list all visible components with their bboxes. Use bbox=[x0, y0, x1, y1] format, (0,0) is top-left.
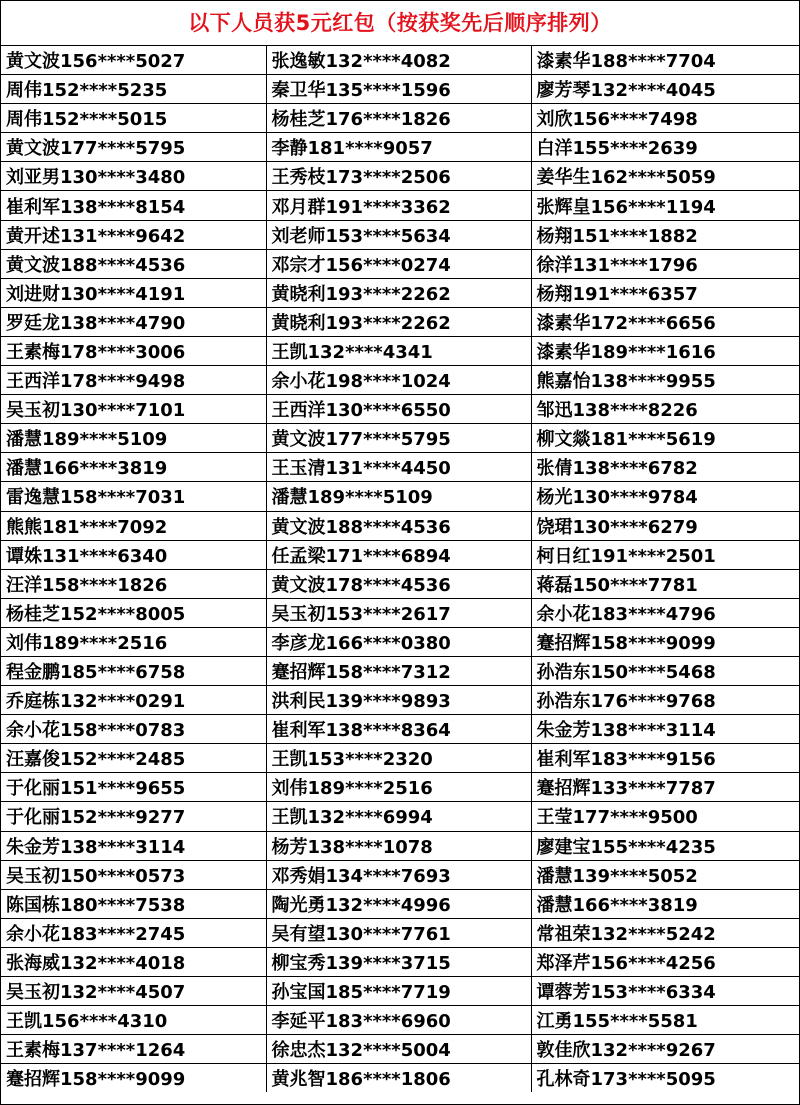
winner-cell: 杨桂芝176****1826 bbox=[266, 104, 531, 133]
table-row bbox=[1, 366, 799, 395]
winner-cell: 崔利军138****8364 bbox=[266, 715, 531, 744]
winner-cell: 邹迅138****8226 bbox=[531, 395, 799, 424]
winner-cell: 孙宝国185****7719 bbox=[266, 977, 531, 1006]
winner-cell: 徐洋131****1796 bbox=[531, 249, 799, 278]
winner-cell: 蹇招辉158****9099 bbox=[531, 627, 799, 656]
winner-cell: 刘进财130****4191 bbox=[1, 278, 266, 307]
table-row bbox=[1, 220, 799, 249]
winner-cell: 王西洋178****9498 bbox=[1, 366, 266, 395]
winner-cell: 蒋磊150****7781 bbox=[531, 569, 799, 598]
winner-cell: 黄文波156****5027 bbox=[1, 46, 266, 75]
table-row bbox=[1, 860, 799, 889]
winner-cell: 潘慧189****5109 bbox=[1, 424, 266, 453]
winner-cell: 漆素华189****1616 bbox=[531, 336, 799, 365]
winner-cell: 朱金芳138****3114 bbox=[531, 715, 799, 744]
winner-cell: 吴玉初132****4507 bbox=[1, 977, 266, 1006]
winner-cell: 黄文波188****4536 bbox=[1, 249, 266, 278]
winner-cell: 王素梅178****3006 bbox=[1, 336, 266, 365]
winner-cell: 王秀枝173****2506 bbox=[266, 162, 531, 191]
table-row bbox=[1, 75, 799, 104]
winner-cell: 孔林奇173****5095 bbox=[536, 1069, 716, 1091]
winner-cell: 常祖荣132****5242 bbox=[531, 918, 799, 947]
winner-cell: 吴玉初150****0573 bbox=[1, 860, 266, 889]
winner-cell: 杨翔191****6357 bbox=[531, 278, 799, 307]
winner-cell: 熊嘉怡138****9955 bbox=[531, 366, 799, 395]
winner-cell: 漆素华172****6656 bbox=[531, 307, 799, 336]
winner-cell: 李彦龙166****0380 bbox=[266, 627, 531, 656]
table-row bbox=[1, 744, 799, 773]
winner-cell: 余小花183****4796 bbox=[531, 598, 799, 627]
winner-cell: 王西洋130****6550 bbox=[266, 395, 531, 424]
table-row bbox=[1, 569, 799, 598]
winner-cell: 黄晓利193****2262 bbox=[266, 307, 531, 336]
winner-cell: 漆素华188****7704 bbox=[531, 46, 799, 75]
winner-cell: 余小花158****0783 bbox=[1, 715, 266, 744]
winner-cell: 王凯153****2320 bbox=[266, 744, 531, 773]
winner-cell: 洪利民139****9893 bbox=[266, 686, 531, 715]
winner-cell: 雷逸慧158****7031 bbox=[1, 482, 266, 511]
table-row bbox=[1, 686, 799, 715]
winner-cell: 任孟梁171****6894 bbox=[266, 540, 531, 569]
winner-cell: 罗廷龙138****4790 bbox=[1, 307, 266, 336]
winner-cell: 孙浩东176****9768 bbox=[531, 686, 799, 715]
table-row bbox=[1, 627, 799, 656]
table-row bbox=[1, 1064, 799, 1093]
winner-cell: 柯日红191****2501 bbox=[531, 540, 799, 569]
winner-cell: 刘老师153****5634 bbox=[266, 220, 531, 249]
table-row bbox=[1, 453, 799, 482]
winner-cell: 蹇招辉158****7312 bbox=[266, 656, 531, 685]
winner-cell: 吴玉初153****2617 bbox=[266, 598, 531, 627]
winner-cell: 柳文燚181****5619 bbox=[531, 424, 799, 453]
winner-cell: 陈国栋180****7538 bbox=[1, 889, 266, 918]
winner-cell: 杨翔151****1882 bbox=[531, 220, 799, 249]
winner-cell: 白洋155****2639 bbox=[531, 133, 799, 162]
winner-cell: 王莹177****9500 bbox=[531, 802, 799, 831]
table-row bbox=[1, 598, 799, 627]
winner-cell: 张海威132****4018 bbox=[1, 947, 266, 976]
winner-cell: 张逸敏132****4082 bbox=[266, 46, 531, 75]
winner-cell: 潘慧139****5052 bbox=[531, 860, 799, 889]
winner-cell: 余小花198****1024 bbox=[266, 366, 531, 395]
table-row bbox=[1, 831, 799, 860]
winner-cell: 谭姝131****6340 bbox=[1, 540, 266, 569]
table-row bbox=[1, 715, 799, 744]
winner-cell: 邓秀娟134****7693 bbox=[266, 860, 531, 889]
winner-cell: 黄文波188****4536 bbox=[266, 511, 531, 540]
winner-cell: 黄文波177****5795 bbox=[266, 424, 531, 453]
winner-cell: 张倩138****6782 bbox=[531, 453, 799, 482]
winner-cell: 陶光勇132****4996 bbox=[266, 889, 531, 918]
winner-cell: 杨桂芝152****8005 bbox=[1, 598, 266, 627]
table-row bbox=[1, 511, 799, 540]
winner-cell: 刘伟189****2516 bbox=[1, 627, 266, 656]
winner-cell: 周伟152****5015 bbox=[1, 104, 266, 133]
winner-cell: 柳宝秀139****3715 bbox=[266, 947, 531, 976]
winner-cell: 黄开述131****9642 bbox=[1, 220, 266, 249]
table-row bbox=[1, 395, 799, 424]
table-row bbox=[1, 46, 799, 75]
winner-cell: 黄文波177****5795 bbox=[1, 133, 266, 162]
winner-cell: 黄文波178****4536 bbox=[266, 569, 531, 598]
winner-cell: 黄兆智186****1806 bbox=[266, 1064, 531, 1093]
winner-cell: 于化丽152****9277 bbox=[1, 802, 266, 831]
table-row bbox=[1, 918, 799, 947]
table-row bbox=[1, 1006, 799, 1035]
winner-cell: 朱金芳138****3114 bbox=[1, 831, 266, 860]
table-row bbox=[1, 424, 799, 453]
winner-cell: 潘慧189****5109 bbox=[266, 482, 531, 511]
winner-cell: 敦佳欣132****9267 bbox=[531, 1035, 799, 1064]
winner-cell: 邓月群191****3362 bbox=[266, 191, 531, 220]
winner-cell: 崔利军138****8154 bbox=[1, 191, 266, 220]
winner-cell: 郑泽芹156****4256 bbox=[531, 947, 799, 976]
winner-cell: 潘慧166****3819 bbox=[1, 453, 266, 482]
winner-cell: 余小花183****2745 bbox=[1, 918, 266, 947]
table-row bbox=[1, 540, 799, 569]
winner-cell: 李延平183****6960 bbox=[266, 1006, 531, 1035]
table-row bbox=[1, 104, 799, 133]
table-row bbox=[1, 656, 799, 685]
table-row bbox=[1, 482, 799, 511]
winner-cell: 熊熊181****7092 bbox=[1, 511, 266, 540]
winner-cell: 周伟152****5235 bbox=[1, 75, 266, 104]
winner-cell: 孙浩东150****5468 bbox=[531, 656, 799, 685]
winner-cell: 乔庭栋132****0291 bbox=[1, 686, 266, 715]
winner-cell: 王玉清131****4450 bbox=[266, 453, 531, 482]
winner-cell: 潘慧166****3819 bbox=[531, 889, 799, 918]
table-row bbox=[1, 162, 799, 191]
winner-cell: 邓宗才156****0274 bbox=[266, 249, 531, 278]
table-row bbox=[1, 947, 799, 976]
table-row bbox=[1, 802, 799, 831]
winner-cell: 吴玉初130****7101 bbox=[1, 395, 266, 424]
winner-cell: 崔利军183****9156 bbox=[531, 744, 799, 773]
table-row bbox=[1, 336, 799, 365]
winner-cell: 王凯132****6994 bbox=[266, 802, 531, 831]
winner-cell: 李静181****9057 bbox=[266, 133, 531, 162]
winner-cell: 王凯132****4341 bbox=[266, 336, 531, 365]
table-row bbox=[1, 191, 799, 220]
winner-cell: 于化丽151****9655 bbox=[1, 773, 266, 802]
winner-cell: 黄晓利193****2262 bbox=[266, 278, 531, 307]
table-row bbox=[1, 249, 799, 278]
winner-cell: 蹇招辉158****9099 bbox=[1, 1064, 266, 1093]
winner-cell: 蹇招辉133****7787 bbox=[531, 773, 799, 802]
winner-cell: 汪嘉俊152****2485 bbox=[1, 744, 266, 773]
winner-cell: 谭蓉芳153****6334 bbox=[531, 977, 799, 1006]
sheet-title: 以下人员获5元红包（按获奖先后顺序排列） bbox=[1, 1, 799, 46]
winner-cell: 秦卫华135****1596 bbox=[266, 75, 531, 104]
winner-cell: 汪洋158****1826 bbox=[1, 569, 266, 598]
winner-cell: 王素梅137****1264 bbox=[1, 1035, 266, 1064]
winner-cell: 江勇155****5581 bbox=[531, 1006, 799, 1035]
winner-cell: 杨芳138****1078 bbox=[266, 831, 531, 860]
table-row bbox=[1, 977, 799, 1006]
winner-cell: 王凯156****4310 bbox=[1, 1006, 266, 1035]
table-row bbox=[1, 773, 799, 802]
table-row bbox=[1, 133, 799, 162]
winner-cell: 饶珺130****6279 bbox=[531, 511, 799, 540]
table-row bbox=[1, 307, 799, 336]
winner-cell: 廖芳琴132****4045 bbox=[531, 75, 799, 104]
winner-cell: 廖建宝155****4235 bbox=[531, 831, 799, 860]
winner-cell: 徐忠杰132****5004 bbox=[266, 1035, 531, 1064]
winner-cell: 刘欣156****7498 bbox=[531, 104, 799, 133]
winner-table-body bbox=[1, 46, 799, 1092]
winner-cell: 程金鹏185****6758 bbox=[1, 656, 266, 685]
table-row bbox=[1, 889, 799, 918]
winner-cell: 杨光130****9784 bbox=[531, 482, 799, 511]
winner-cell: 姜华生162****5059 bbox=[531, 162, 799, 191]
winner-cell: 刘亚男130****3480 bbox=[1, 162, 266, 191]
winner-cell: 吴有望130****7761 bbox=[266, 918, 531, 947]
table-row bbox=[1, 278, 799, 307]
winner-cell: 张辉皇156****1194 bbox=[531, 191, 799, 220]
table-row bbox=[1, 1035, 799, 1064]
winner-cell: 刘伟189****2516 bbox=[266, 773, 531, 802]
winner-table bbox=[1, 46, 799, 1092]
